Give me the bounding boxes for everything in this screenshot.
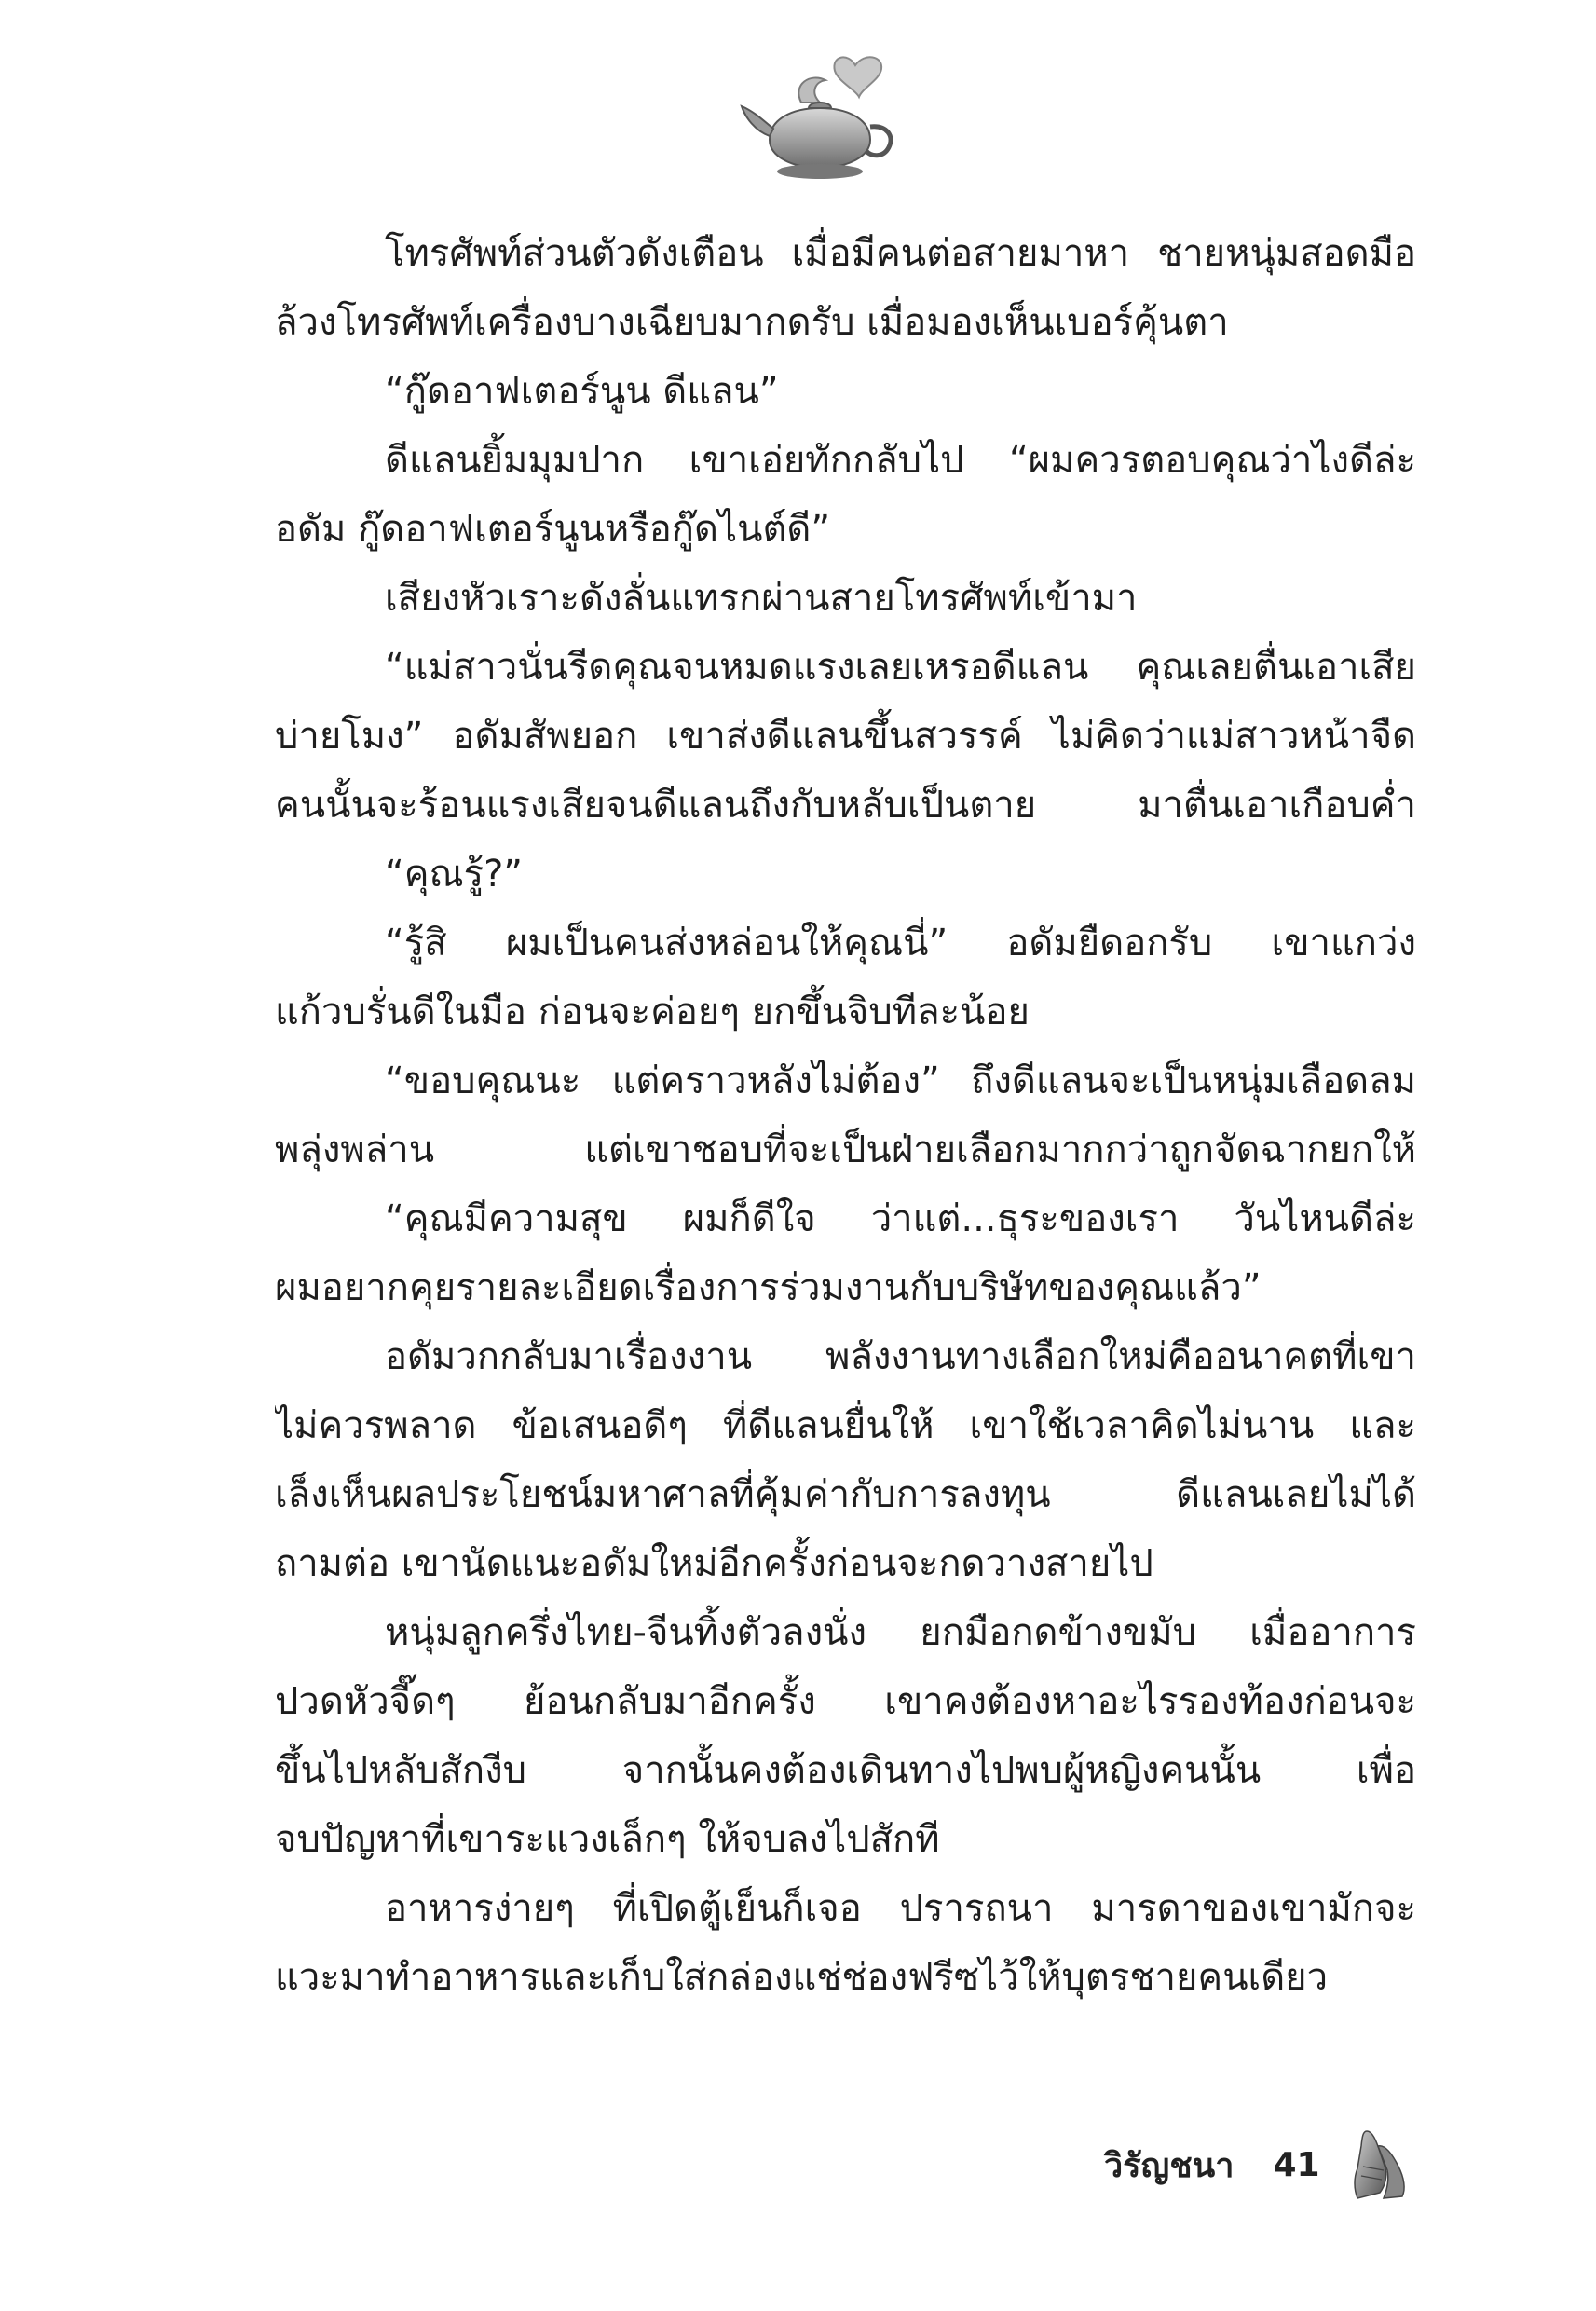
text-line: เล็งเห็นผลประโยชน์มหาศาลที่คุ้มค่ากับการลงทุน ดีแลนเลยไม่ได้: [275, 1473, 1416, 1516]
text-line: เสียงหัวเราะดังลั่นแทรกผ่านสายโทรศัพท์เข้ามา: [385, 577, 1138, 620]
text-line: ล้วงโทรศัพท์เครื่องบางเฉียบมากดรับ เมื่อมองเห็นเบอร์คุ้นตา: [275, 301, 1229, 344]
text-line: ปวดหัวจี๊ดๆ ย้อนกลับมาอีกครั้ง เขาคงต้องหาอะไรรองท้องก่อนจะ: [275, 1680, 1416, 1723]
text-line: จบปัญหาที่เขาระแวงเล็กๆ ให้จบลงไปสักที: [275, 1818, 940, 1861]
text-line: ดีแลนยิ้มมุมปาก เขาเอ่ยทักกลับไป “ผมควรตอบคุณว่าไงดีล่ะ: [385, 439, 1416, 482]
text-line: ขึ้นไปหลับสักงีบ จากนั้นคงต้องเดินทางไปพบผู้หญิงคนนั้น เพื่อ: [275, 1749, 1416, 1792]
text-line: หนุ่มลูกครึ่งไทย-จีนทิ้งตัวลงนั่ง ยกมือกดข้างขมับ เมื่ออาการ: [385, 1611, 1416, 1654]
text-line: โทรศัพท์ส่วนตัวดังเตือน เมื่อมีคนต่อสายมาหา ชายหนุ่มสอดมือ: [385, 232, 1416, 275]
page-number: 41: [1273, 2145, 1320, 2184]
text-line: ผมอยากคุยรายละเอียดเรื่องการร่วมงานกับบริษัทของคุณแล้ว”: [275, 1266, 1262, 1309]
text-line: อดัมวกกลับมาเรื่องงาน พลังงานทางเลือกใหม่คืออนาคตที่เขา: [385, 1335, 1416, 1378]
text-line: แวะมาทำอาหารและเก็บใส่กล่องแช่ช่องฟรีซไว้ให้บุตรชายคนเดียว: [275, 1956, 1329, 1999]
text-line: “คุณรู้?”: [385, 853, 524, 896]
text-line: คนนั้นจะร้อนแรงเสียจนดีแลนถึงกับหลับเป็นตาย มาตื่นเอาเกือบค่ำ: [275, 784, 1416, 827]
text-line: อดัม กู๊ดอาฟเตอร์นูนหรือกู๊ดไนต์ดี”: [275, 508, 831, 551]
text-line: “ขอบคุณนะ แต่คราวหลังไม่ต้อง” ถึงดีแลนจะเป็นหนุ่มเลือดลม: [385, 1060, 1416, 1102]
body-text: [275, 219, 1416, 2012]
text-line: บ่ายโมง” อดัมสัพยอก เขาส่งดีแลนขึ้นสวรรค์ ไม่คิดว่าแม่สาวหน้าจืด: [275, 715, 1416, 758]
text-line: “แม่สาวนั่นรีดคุณจนหมดแรงเลยเหรอดีแลน คุณเลยตื่นเอาเสีย: [385, 646, 1416, 689]
text-line: ถามต่อ เขานัดแนะอดัมใหม่อีกครั้งก่อนจะกดวางสายไป: [275, 1542, 1153, 1585]
text-line: “กู๊ดอาฟเตอร์นูน ดีแลน”: [385, 370, 779, 413]
text-line: ไม่ควรพลาด ข้อเสนอดีๆ ที่ดีแลนยื่นให้ เขาใช้เวลาคิดไม่นาน และ: [275, 1404, 1416, 1447]
text-line: พลุ่งพล่าน แต่เขาชอบที่จะเป็นฝ่ายเลือกมากกว่าถูกจัดฉากยกให้: [275, 1128, 1416, 1171]
teapot-heart-ornament-icon: [736, 47, 904, 186]
text-line: “รู้สิ ผมเป็นคนส่งหล่อนให้คุณนี่” อดัมยืดอกรับ เขาแกว่ง: [385, 922, 1416, 964]
book-title: วิรัญชนา: [1104, 2146, 1235, 2185]
text-line: “คุณมีความสุข ผมก็ดีใจ ว่าแต่...ธุระของเรา วันไหนดีล่ะ: [385, 1197, 1416, 1240]
text-line: อาหารง่ายๆ ที่เปิดตู้เย็นก็เจอ ปรารถนา มารดาของเขามักจะ: [385, 1887, 1416, 1930]
page-footer: [1104, 2132, 1413, 2197]
text-line: แก้วบรั่นดีในมือ ก่อนจะค่อยๆ ยกขึ้นจิบทีละน้อย: [275, 991, 1030, 1033]
praying-hands-icon: [1348, 2127, 1413, 2202]
